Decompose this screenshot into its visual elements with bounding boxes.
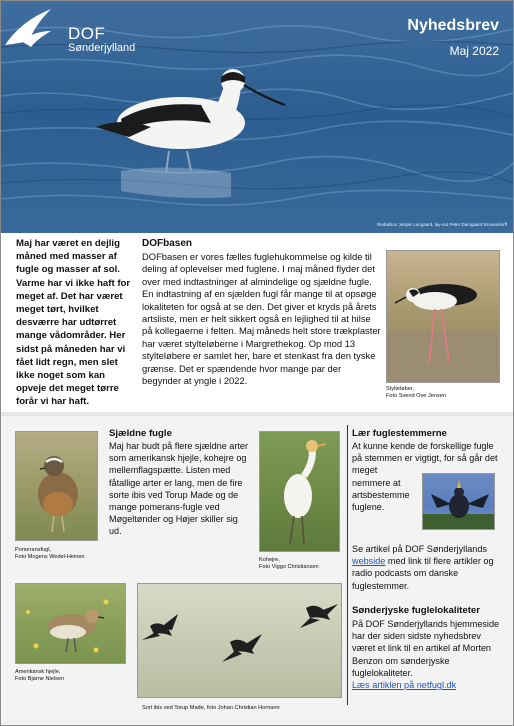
hjejle-photo xyxy=(15,583,126,664)
lokaliteter-text: På DOF Sønderjyllands hjemmeside har der siden sidste nyhedsbrev været et link til en artikel af Morten Benzon om sønderjyske fuglelokaliteter. Læs artiklen på netfugl.dk xyxy=(352,619,500,691)
ibis-photo xyxy=(137,583,342,698)
netfugl-link[interactable]: Læs artiklen på netfugl.dk xyxy=(352,680,457,691)
column-divider xyxy=(347,425,348,705)
lokaliteter-heading: Sønderjyske fuglelokaliteter xyxy=(352,605,480,616)
newsletter-title: Nyhedsbrev xyxy=(407,17,499,34)
laer-see-article: Se artikel på DOF Sønderjyllands webside med link til flere artikler og radio podcasts om danske fuglestemmer. xyxy=(352,544,494,591)
dofbasen-text: DOFbasen er vores fælles fuglehukommelse og kilde til deling af oplevelser med fuglene. I maj måned flyder det over med indtastninger af almindelige og sjældne fugle. En indtastning af en sjælden fugl får mange til at opsøge lokaliteten for også at se den. Det giver et kryds på årets artsliste, men er helt sikkert også en lejlighed til at hilse på kollegaerne i felten. Maj måneds helt store trækplaster har været stylteløberne i Margrethekog. Op mod 13 stylteløbere er samlet her, bare et stenkast fra den tyske grænse. Det er spændende hvor mange par der begynder at yngle i 2022. xyxy=(142,251,381,387)
kohejre-photo xyxy=(259,431,340,552)
ibis-caption: Sort ibis ved Torup Made, foto Johan Christian Hornann xyxy=(142,705,280,711)
logo-region: Sønderjylland xyxy=(68,42,136,54)
laer-text-a: At kunne kende de forskellige fugle på stemmen er vigtigt, for så går det meget xyxy=(352,441,498,476)
logo-name: DOF xyxy=(68,24,106,43)
sjaeldne-text: Maj har budt på flere sjældne arter som amerikansk hjejle, kohejre og mellemflagspætte. Listen med fåtallige arter er lang, men de fire sorte ibis ved Torup Made og de mange pomerans-fugle ved Møgeltønder og Højer skiller sig ud. xyxy=(109,441,249,537)
intro-text: Maj har været en dejlig måned med masser af fugle og masser af sol. Varme har vi ikke haft for meget af. Det har været meget tørt, hvilket desværre har udtørret mange vådområder. Her sidst på måneden har vi fået lidt regn, men slet ikke noget som kan opveje det meget tørre forår vi har haft. xyxy=(16,238,131,408)
laer-text-b: nemmere at artsbestemme fuglene. xyxy=(352,478,410,513)
pomeransfugl-photo xyxy=(15,431,98,541)
pomeransfugl-caption: Pomeransfugl, Foto Mogens Wedel-Heinen xyxy=(15,547,85,561)
stylteloeber-caption: Stylteløber, Foto Svend Ove Jensen xyxy=(386,386,447,400)
header-photo xyxy=(1,1,513,233)
editorial-credit: Redaktion Jesper Langaard, lay-out Peter Damgaard Brusendorff xyxy=(377,222,507,227)
laer-heading: Lær fuglestemmerne xyxy=(352,428,447,439)
starling-photo xyxy=(422,473,495,530)
webside-link[interactable]: webside xyxy=(352,556,386,567)
stylteloeber-photo xyxy=(386,250,500,383)
kohejre-caption: Kohejre, Foto Viggo Christiansen xyxy=(259,557,319,571)
hjejle-caption: Amerikansk hjejle, Foto Bjarne Nielsen xyxy=(15,669,65,683)
newsletter-date: Maj 2022 xyxy=(449,44,499,58)
dofbasen-heading: DOFbasen xyxy=(142,238,193,249)
sjaeldne-heading: Sjældne fugle xyxy=(109,428,172,439)
